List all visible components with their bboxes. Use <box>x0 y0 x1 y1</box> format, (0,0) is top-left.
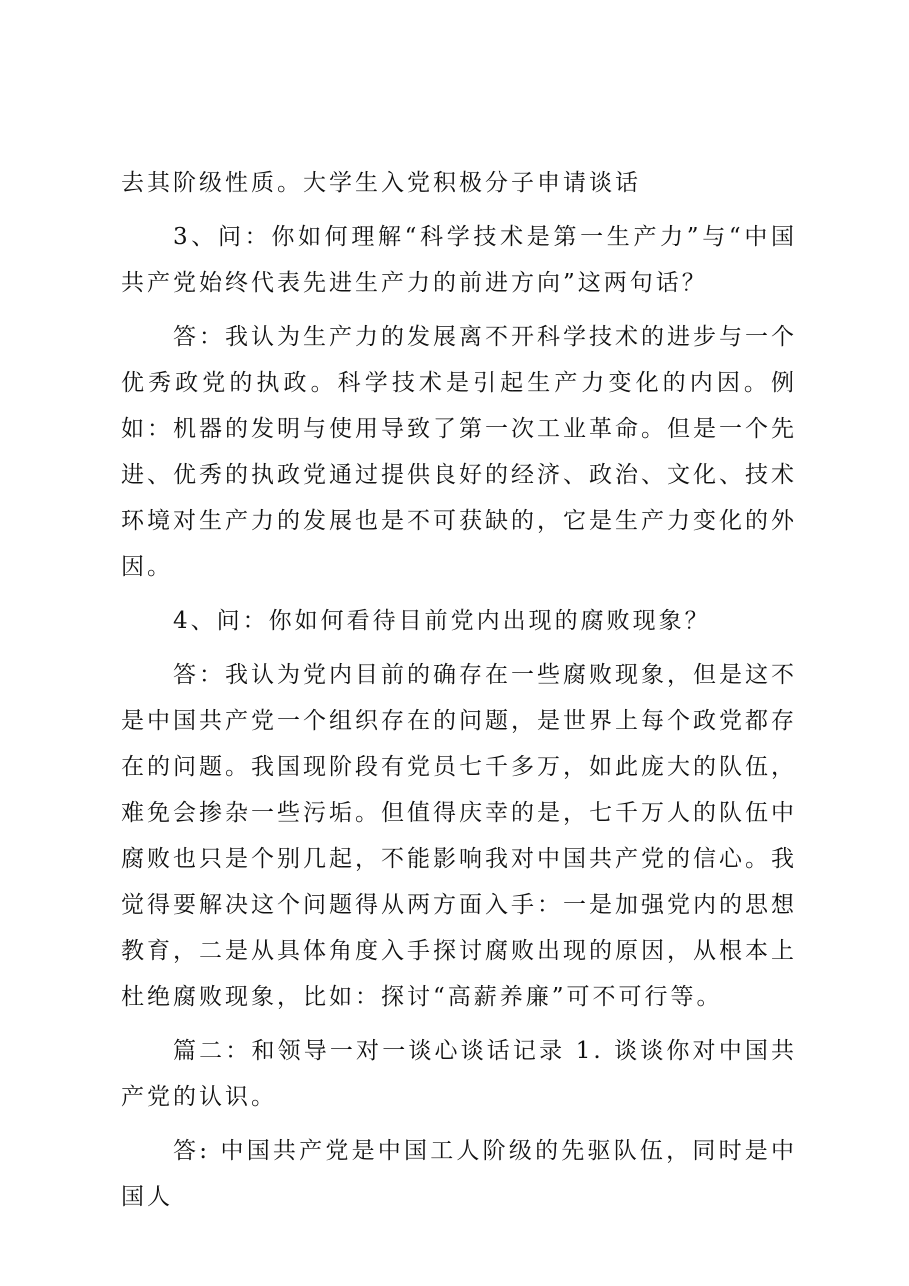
section-two-heading: 篇二：和领导一对一谈心谈话记录 1. 谈谈你对中国共产党的认识。 <box>121 1038 797 1110</box>
document-body <box>121 160 797 1228</box>
paragraph-continuation: 去其阶级性质。大学生入党积极分子申请谈话 <box>121 170 641 196</box>
answer-3: 答：我认为生产力的发展离不开科学技术的进步与一个优秀政党的执政。科学技术是引起生产力变化的内因。例如：机器的发明与使用导致了第一次工业革命。但是一个先进、优秀的执政党通过提供良好的经济、政治、文化、技术环境对生产力的发展也是不可获缺的，它是生产力变化的外因。 <box>121 324 797 580</box>
answer-4: 答：我认为党内目前的确存在一些腐败现象，但是这不是中国共产党一个组织存在的问题，是世界上每个政党都存在的问题。我国现阶段有党员七千多万，如此庞大的队伍，难免会掺杂一些污垢。但值得庆幸的是，七千万人的队伍中腐败也只是个别几起，不能影响我对中国共产党的信心。我觉得要解决这个问题得从两方面入手：一是加强党内的思想教育，二是从具体角度入手探讨腐败出现的原因，从根本上杜绝腐败现象，比如：探讨“高薪养廉”可不可行等。 <box>121 662 797 1010</box>
answer-section-two: 答: 中国共产党是中国工人阶级的先驱队伍，同时是中国人 <box>121 1138 797 1210</box>
question-4: 4、问：你如何看待目前党内出现的腐败现象？ <box>173 608 711 634</box>
question-3: 3、问：你如何理解“科学技术是第一生产力”与“中国共产党始终代表先进生产力的前进方向”这两句话？ <box>121 224 797 296</box>
